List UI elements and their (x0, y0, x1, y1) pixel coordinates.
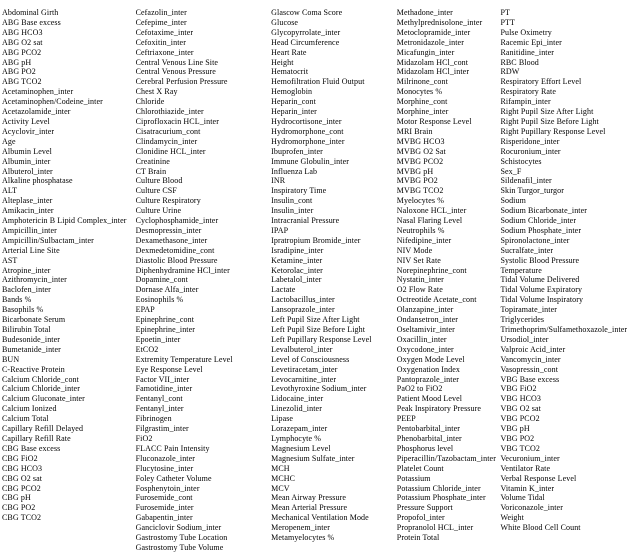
feature-item: Glascow Coma Score (271, 8, 343, 17)
feature-item: Capillary Refill Delayed (2, 424, 84, 434)
feature-item: Skin Turgor_turgor (500, 186, 564, 196)
feature-item: MVBG PO2 (396, 176, 438, 186)
feature-item: Tidal Volume Delivered (500, 275, 580, 285)
feature-item: Ondansetron_inter (396, 315, 459, 325)
feature-column-3 (271, 8, 397, 553)
feature-item: MRI Brain (396, 126, 433, 136)
feature-item: Pulse Oximetry (500, 27, 552, 37)
feature-item: CBG O2 sat (2, 473, 43, 483)
feature-item: Hemofiltration Fluid Output (271, 77, 365, 87)
feature-item: Propofol_inter (396, 513, 445, 523)
feature-item: Ibuprofen_inter (271, 146, 323, 156)
feature-item: Mean Arterial Pressure (271, 503, 348, 513)
feature-item: Lorazepam_inter (271, 424, 328, 434)
feature-item: Metoclopramide_inter (396, 27, 471, 37)
feature-item: Right Pupillary Response Level (500, 126, 606, 136)
feature-item: Risperidone_inter (500, 136, 560, 146)
feature-item: Epinephrine_cont (135, 315, 195, 325)
feature-item: Verbal Response Level (500, 473, 577, 483)
feature-item: Left Pupillary Response Level (271, 334, 372, 344)
feature-item: Lipase (271, 414, 294, 424)
feature-item: Culture Blood (135, 176, 183, 186)
feature-item: BUN (2, 354, 20, 364)
feature-item: Naloxone HCL_inter (396, 206, 467, 216)
feature-item: Bicarbonate Serum (2, 315, 66, 325)
feature-item: Factor VII_inter (135, 374, 190, 384)
feature-item: Furosemide_cont (135, 493, 193, 503)
feature-item: ALT (2, 186, 18, 196)
feature-item: Age (2, 136, 16, 146)
feature-column-2 (136, 8, 272, 553)
feature-item: Motor Response Level (396, 116, 472, 126)
feature-item: Gastrostomy Tube Volume (135, 542, 224, 552)
feature-item: Levothyroxine Sodium_inter (271, 384, 367, 394)
feature-item: Hydromorphone_cont (271, 126, 344, 136)
feature-item: Furosemide_inter (135, 503, 194, 513)
feature-item: Nystatin_inter (396, 275, 444, 285)
feature-item: Fentanyl_inter (135, 404, 184, 414)
feature-item: Morphine_cont (396, 97, 448, 107)
feature-item: Left Pupil Size After Light (271, 315, 360, 325)
feature-item: Right Pupil Size Before Light (500, 116, 599, 126)
feature-item: Lidocaine_inter (271, 394, 324, 404)
feature-item: Flucytosine_inter (135, 463, 194, 473)
feature-item: CBG HCO3 (2, 463, 43, 473)
feature-item: RDW (500, 67, 520, 77)
feature-item: Sildenafil_inter (500, 176, 552, 186)
feature-item: Norepinephrine_cont (396, 265, 467, 275)
feature-item: Epoetin_inter (135, 334, 181, 344)
feature-item: Albumin Level (2, 146, 52, 156)
feature-item: Diastolic Blood Pressure (135, 255, 218, 265)
feature-item: Hydrocortisone_inter (271, 116, 342, 126)
feature-item: VBG FiO2 (500, 384, 537, 394)
feature-item: C-Reactive Protein (2, 364, 65, 374)
feature-item: Intracranial Pressure (271, 216, 340, 226)
feature-item: Activity Level (2, 116, 50, 126)
feature-item: Levetiracetam_inter (271, 364, 338, 374)
feature-item: Culture Urine (135, 206, 182, 216)
feature-item: Calcium Total (2, 414, 49, 424)
feature-item: Heart Rate (271, 47, 307, 57)
feature-item: Acyclovir_inter (2, 126, 55, 136)
feature-item: Temperature (500, 265, 542, 275)
feature-item: ABG TCO2 (2, 77, 42, 87)
feature-item: Pressure Support (396, 503, 453, 513)
feature-item: MVBG HCO3 (396, 136, 445, 146)
feature-item: EPAP (135, 305, 155, 315)
feature-item: Capillary Refill Rate (2, 433, 71, 443)
feature-item: Ceftriaxone_inter (135, 47, 194, 57)
feature-item: Culture CSF (135, 186, 177, 196)
feature-item: White Blood Cell Count (500, 523, 581, 533)
feature-column-4 (397, 8, 501, 553)
feature-item: Bilirubin Total (2, 325, 51, 334)
feature-item: Ranitidine_inter (500, 47, 555, 57)
feature-item: Topiramate_inter (500, 305, 558, 315)
feature-item: Level of Consciousness (271, 354, 350, 364)
feature-item: Meropenem_inter (271, 523, 330, 533)
feature-item: Triglycerides (500, 315, 545, 325)
feature-item: Vitamin K_inter (500, 483, 555, 493)
feature-item: Bands % (2, 295, 32, 305)
feature-column-1 (2, 8, 136, 553)
feature-item: Calcium Chloride_inter (2, 384, 80, 394)
feature-item: Sodium (500, 196, 526, 206)
feature-item: Ventilator Rate (500, 463, 551, 473)
feature-item: ABG PCO2 (2, 47, 42, 57)
feature-item: Potassium Chloride_inter (396, 483, 481, 493)
feature-item: VBG HCO3 (500, 394, 542, 404)
feature-item: Acetaminophen_inter (2, 87, 74, 97)
feature-item: Eye Response Level (135, 364, 203, 374)
feature-item: Sodium Phosphate_inter (500, 225, 582, 235)
feature-item: Systolic Blood Pressure (500, 255, 580, 265)
feature-item: Creatinine (135, 156, 170, 166)
feature-item: Culture Respiratory (135, 196, 201, 206)
feature-item: Valproic Acid_inter (500, 344, 566, 354)
feature-item: Cefoxitin_inter (135, 37, 186, 47)
feature-item: NIV Mode (396, 245, 433, 255)
feature-item: Calcium Gluconate_inter (2, 394, 85, 404)
feature-item: Filgrastim_inter (135, 424, 189, 434)
feature-item: VBG PCO2 (500, 414, 540, 424)
feature-item: Levalbuterol_inter (271, 344, 333, 354)
feature-item: MVBG pH (396, 166, 434, 176)
feature-item: Labetalol_inter (271, 275, 322, 285)
feature-item: Ciprofloxacin HCL_inter (135, 116, 219, 126)
feature-item: Rocuronium_inter (500, 146, 561, 156)
feature-item: NIV Set Rate (396, 255, 441, 265)
feature-item: ABG O2 sat (2, 37, 43, 47)
feature-item: Propranolol HCL_inter (396, 523, 474, 533)
feature-item: Racemic Epi_inter (500, 37, 562, 47)
feature-item: Hydromorphone_inter (271, 136, 345, 146)
feature-item: Cyclophosphamide_inter (135, 216, 219, 226)
feature-item: Clindamycin_inter (135, 136, 198, 146)
feature-item: PTT (500, 17, 515, 27)
feature-item: Piperacillin/Tazobactam_inter (396, 453, 496, 463)
feature-item: Calcium Chloride_cont (2, 374, 79, 384)
feature-item: Ipratropium Bromide_inter (271, 235, 361, 245)
feature-item: Cefepime_inter (135, 17, 187, 27)
feature-item: INR (271, 176, 286, 186)
feature-item: AST (2, 255, 18, 265)
feature-item: MCH (271, 463, 290, 473)
feature-item: Acetaminophen/Codeine_inter (2, 97, 103, 107)
feature-item: Isradipine_inter (271, 245, 324, 255)
feature-item: MCV (271, 483, 290, 493)
feature-item: Sex_F (500, 166, 522, 176)
feature-item: Mechanical Ventilation Mode (271, 513, 369, 523)
feature-item: Height (271, 57, 294, 67)
feature-item: Potassium Phosphate_inter (396, 493, 486, 503)
feature-item: ABG PO2 (2, 67, 36, 77)
feature-item: Calcium Ionized (2, 404, 57, 414)
feature-item: Alteplase_inter (2, 196, 53, 206)
feature-item: Rifampin_inter (500, 97, 551, 107)
feature-item: Cerebral Perfusion Pressure (135, 77, 228, 87)
feature-item: MVBG O2 Sat (396, 146, 446, 156)
feature-item: Basophils % (2, 305, 44, 315)
feature-item: Amphotericin B Lipid Complex_inter (2, 216, 127, 226)
feature-item: Vancomycin_inter (500, 354, 561, 364)
feature-item: VBG O2 sat (500, 404, 541, 414)
feature-item: CBG PCO2 (2, 483, 41, 493)
feature-item: Ganciclovir Sodium_inter (135, 523, 222, 533)
feature-item: Abdominal Girth (2, 8, 59, 17)
feature-item: PT (500, 8, 510, 17)
feature-item: Magnesium Sulfate_inter (271, 453, 355, 463)
feature-item: VBG PO2 (500, 433, 535, 443)
feature-item: Peak Inspiratory Pressure (396, 404, 482, 414)
feature-item: Cefotaxime_inter (135, 27, 194, 37)
feature-item: Mean Airway Pressure (271, 493, 347, 503)
feature-item: Oxacillin_inter (396, 334, 447, 344)
feature-item: Pantoprazole_inter (396, 374, 459, 384)
feature-item: Albuterol_inter (2, 166, 53, 176)
feature-item: Midazolam HCl_cont (396, 57, 469, 67)
feature-item: PaO2 to FiO2 (396, 384, 443, 394)
feature-item: PEEP (396, 414, 416, 424)
feature-item: Phenobarbital_inter (396, 433, 462, 443)
feature-item: Potassium (396, 473, 431, 483)
feature-item: Arterial Line Site (2, 245, 60, 255)
feature-item: Alkaline phosphatase (2, 176, 73, 186)
feature-item: Central Venous Line Site (135, 57, 219, 67)
feature-item: Fosphenytoin_inter (135, 483, 200, 493)
feature-item: Clonidine HCL_inter (135, 146, 206, 156)
feature-item: Midazolam HCl_inter (396, 67, 470, 77)
feature-item: Protein Total (396, 533, 440, 543)
feature-item: FiO2 (135, 433, 153, 443)
feature-item: Head Circumference (271, 37, 340, 47)
feature-item: Cisatracurium_cont (135, 126, 201, 136)
feature-item: Desmopressin_inter (135, 225, 202, 235)
feature-item: Phosphorus level (396, 443, 454, 453)
feature-item: Acetazolamide_inter (2, 107, 71, 117)
feature-item: Monocytes % (396, 87, 443, 97)
feature-item: Oxygenation Index (396, 364, 461, 374)
feature-item: CT Brain (135, 166, 167, 176)
feature-item: Hemoglobin (271, 87, 313, 97)
feature-item: Myelocytes % (396, 196, 444, 206)
feature-item: MCHC (271, 473, 296, 483)
feature-item: Trimethoprim/Sulfamethoxazole_inter (500, 325, 628, 334)
feature-item: Influenza Lab (271, 166, 318, 176)
feature-item: Eosinophils % (135, 295, 184, 305)
feature-item: Ampicillin_inter (2, 225, 57, 235)
feature-item: Dexmedetomidine_cont (135, 245, 215, 255)
feature-item: Gastrostomy Tube Location (135, 533, 228, 543)
feature-item: VBG Base excess (500, 374, 560, 384)
feature-item: VBG TCO2 (500, 443, 540, 453)
feature-item: MVBG TCO2 (396, 186, 444, 196)
feature-item: Magnesium Level (271, 443, 331, 453)
feature-item: Chest X Ray (135, 87, 178, 97)
feature-item: Ketamine_inter (271, 255, 323, 265)
feature-item: ABG HCO3 (2, 27, 43, 37)
feature-item: Famotidine_inter (135, 384, 193, 394)
feature-item: Tidal Volume Inspiratory (500, 295, 584, 305)
feature-item: Right Pupil Size After Light (500, 107, 594, 117)
feature-item: Atropine_inter (2, 265, 51, 275)
feature-item: Sodium Chloride_inter (500, 216, 577, 226)
feature-item: Oxycodone_inter (396, 344, 454, 354)
feature-item: Levocarnitine_inter (271, 374, 337, 384)
feature-item: Foley Catheter Volume (135, 473, 212, 483)
feature-item: Morphine_inter (396, 107, 449, 117)
feature-item: Platelet Count (396, 463, 444, 473)
feature-item: Extremity Temperature Level (135, 354, 233, 364)
feature-item: Amikacin_inter (2, 206, 54, 216)
feature-item: Heparin_cont (271, 97, 316, 107)
feature-item: Olanzapine_inter (396, 305, 454, 315)
feature-item: ABG pH (2, 57, 32, 67)
feature-item: Neutrophils % (396, 225, 445, 235)
feature-item: Pentobarbital_inter (396, 424, 460, 434)
feature-item: Oseltamivir_inter (396, 325, 455, 334)
feature-item: Gabapentin_inter (135, 513, 193, 523)
feature-item: Insulin_cont (271, 196, 313, 206)
feature-item: Immune Globulin_inter (271, 156, 350, 166)
feature-item: Ketorolac_inter (271, 265, 323, 275)
feature-item: O2 Flow Rate (396, 285, 443, 295)
feature-item: RBC Blood (500, 57, 539, 67)
feature-item: Micafungin_inter (396, 47, 455, 57)
feature-item: Lactobacillus_inter (271, 295, 335, 305)
feature-item: Fentanyl_cont (135, 394, 183, 404)
feature-item: CBG Base excess (2, 443, 61, 453)
feature-item: CBG TCO2 (2, 513, 42, 523)
feature-item: EtCO2 (135, 344, 159, 354)
feature-item: Fibrinogen (135, 414, 172, 424)
feature-item: CBG FiO2 (2, 453, 38, 463)
feature-item: Lansoprazole_inter (271, 305, 335, 315)
feature-item: Budesonide_inter (2, 334, 61, 344)
feature-item: Vecuronium_inter (500, 453, 560, 463)
feature-item: Metronidazole_inter (396, 37, 464, 47)
feature-item: Metamyelocytes % (271, 533, 335, 543)
feature-item: Dornase Alfa_inter (135, 285, 199, 295)
feature-item: Milrinone_cont (396, 77, 448, 87)
feature-item: Chlorothiazide_inter (135, 107, 204, 117)
feature-item: Octreotide Acetate_cont (396, 295, 477, 305)
feature-item: Insulin_inter (271, 206, 314, 216)
feature-item: Sodium Bicarbonate_inter (500, 206, 588, 216)
feature-item: Patient Mood Level (396, 394, 463, 404)
feature-item: Weight (500, 513, 524, 523)
feature-item: CBG pH (2, 493, 31, 503)
feature-item: Left Pupil Size Before Light (271, 325, 366, 334)
feature-item: Voriconazole_inter (500, 503, 563, 513)
feature-item: Glucose (271, 17, 299, 27)
feature-item: Schistocytes (500, 156, 542, 166)
feature-item: Inspiratory Time (271, 186, 327, 196)
feature-item: MVBG PCO2 (396, 156, 444, 166)
feature-item: Chloride (135, 97, 165, 107)
feature-item: FLACC Pain Intensity (135, 443, 210, 453)
feature-item: Nasal Flaring Level (396, 216, 463, 226)
feature-item: Cefazolin_inter (135, 8, 187, 17)
feature-item: Volume Tidal (500, 493, 545, 503)
feature-item: Linezolid_inter (271, 404, 322, 414)
feature-item: Methylprednisolone_inter (396, 17, 483, 27)
feature-item: Respiratory Rate (500, 87, 557, 97)
feature-item: Heparin_inter (271, 107, 317, 117)
feature-item: Diphenhydramine HCl_inter (135, 265, 230, 275)
feature-column-5 (500, 8, 640, 553)
feature-item: Baclofen_inter (2, 285, 51, 295)
feature-item: Lactate (271, 285, 296, 295)
feature-item: Ampicillin/Sulbactam_inter (2, 235, 94, 245)
feature-item: Methadone_inter (396, 8, 453, 17)
feature-item: Respiratory Effort Level (500, 77, 582, 87)
feature-item: ABG Base excess (2, 17, 61, 27)
feature-item: Dopamine_cont (135, 275, 188, 285)
feature-item: Ursodiol_inter (500, 334, 549, 344)
feature-item: Sucralfate_inter (500, 245, 554, 255)
feature-item: Tidal Volume Expiratory (500, 285, 583, 295)
feature-item: Nifedipine_inter (396, 235, 452, 245)
feature-item: Dexamethasone_inter (135, 235, 208, 245)
feature-item: Epinephrine_inter (135, 325, 196, 334)
feature-item: Oxygen Mode Level (396, 354, 465, 364)
feature-item: Albumin_inter (2, 156, 51, 166)
feature-item: IPAP (271, 225, 289, 235)
feature-item: Hematocrit (271, 67, 309, 77)
feature-item: Bumetanide_inter (2, 344, 61, 354)
feature-item: CBG PO2 (2, 503, 36, 513)
feature-item: Azithromycin_inter (2, 275, 67, 285)
feature-item: Glycopyrrolate_inter (271, 27, 341, 37)
feature-item: Spironolactone_inter (500, 235, 570, 245)
feature-item: VBG pH (500, 424, 530, 434)
feature-item: Fluconazole_inter (135, 453, 196, 463)
feature-item: Vasopressin_cont (500, 364, 559, 374)
feature-item: Central Venous Pressure (135, 67, 216, 77)
feature-item: Lymphocyte % (271, 433, 322, 443)
